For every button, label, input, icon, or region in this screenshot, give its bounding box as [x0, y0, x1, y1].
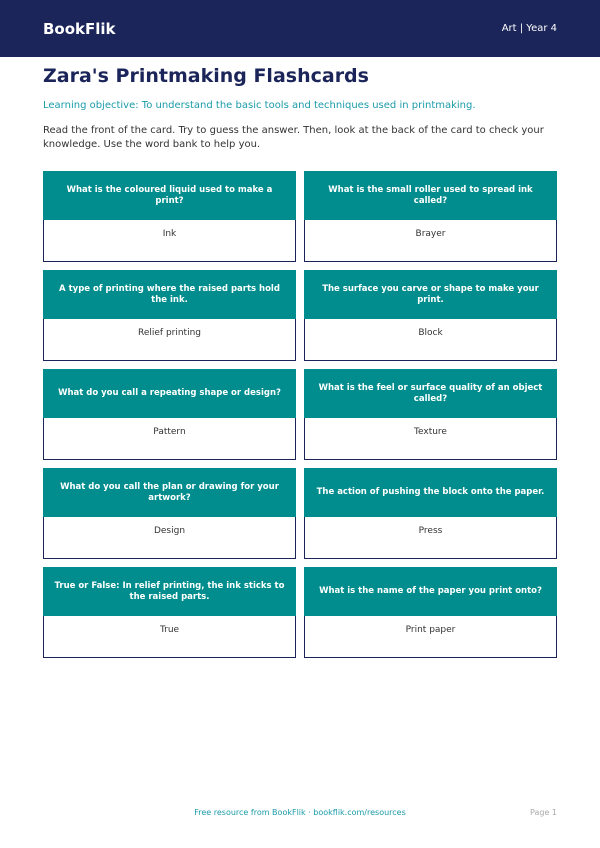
card-back: Design: [44, 517, 295, 558]
flashcard[interactable]: [304, 270, 557, 361]
card-front: A type of printing where the raised parts hold the ink.: [43, 270, 296, 319]
card-front: True or False: In relief printing, the ink sticks to the raised parts.: [43, 567, 296, 616]
brand-logo[interactable]: BookFlik: [43, 19, 116, 38]
card-front: What is the small roller used to spread ink called?: [304, 171, 557, 220]
card-back: True: [44, 616, 295, 657]
flashcard[interactable]: [43, 270, 296, 361]
card-back: Pattern: [44, 418, 295, 459]
card-back: Print paper: [305, 616, 556, 657]
instructions: Read the front of the card. Try to guess the answer. Then, look at the back of the card to check your knowledge. Use the word bank to help you.: [43, 125, 544, 150]
page-number: Page 1: [530, 808, 557, 817]
card-front: What is the name of the paper you print onto?: [304, 567, 557, 616]
flashcard[interactable]: [304, 567, 557, 658]
flashcard[interactable]: [304, 369, 557, 460]
card-front: What is the feel or surface quality of an object called?: [304, 369, 557, 418]
card-back: Press: [305, 517, 556, 558]
flashcard[interactable]: [43, 171, 296, 262]
card-front: What is the coloured liquid used to make a print?: [43, 171, 296, 220]
card-front: What do you call the plan or drawing for your artwork?: [43, 468, 296, 517]
card-back: Ink: [44, 220, 295, 261]
card-back: Texture: [305, 418, 556, 459]
flashcard[interactable]: [43, 468, 296, 559]
flashcard[interactable]: [43, 369, 296, 460]
card-front: What do you call a repeating shape or design?: [43, 369, 296, 418]
subject-label: Art | Year 4: [501, 23, 557, 34]
learning-objective: Learning objective: To understand the basic tools and techniques used in printmaking.: [43, 100, 476, 111]
card-back: Brayer: [305, 220, 556, 261]
flashcard[interactable]: [304, 468, 557, 559]
card-back: Block: [305, 319, 556, 360]
flashcard[interactable]: [304, 171, 557, 262]
card-front: The action of pushing the block onto the paper.: [304, 468, 557, 517]
top-bar: [0, 0, 600, 57]
page-title: Zara's Printmaking Flashcards: [43, 65, 369, 87]
footer-source[interactable]: Free resource from BookFlik · bookflik.com/resources: [194, 808, 406, 817]
flashcard-grid: [43, 171, 557, 658]
flashcard[interactable]: [43, 567, 296, 658]
card-back: Relief printing: [44, 319, 295, 360]
card-front: The surface you carve or shape to make your print.: [304, 270, 557, 319]
